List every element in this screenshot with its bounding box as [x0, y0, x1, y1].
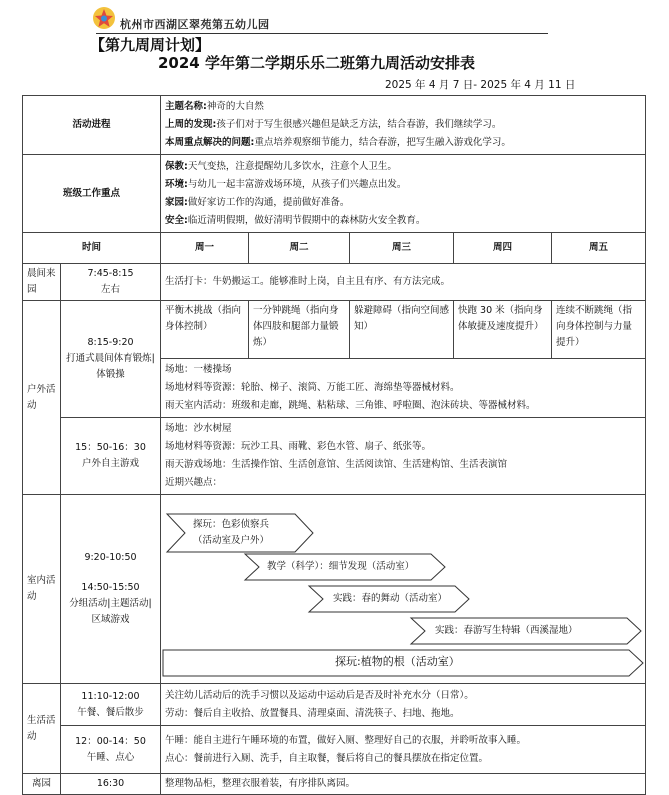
safe-key: 安全: — [165, 214, 188, 226]
outdoor-section: 户外活动 — [23, 301, 61, 495]
life-row-1 — [23, 684, 646, 726]
outdoor-area2-line: 场地：沙水树屋 — [165, 423, 232, 434]
outdoor-area2-line: 近期兴趣点： — [165, 477, 223, 488]
day-header-thu: 周四 — [454, 233, 552, 264]
outdoor-area2-line: 雨天游戏场地：生活操作馆、生活创意馆、生活阅读馆、生活建构馆、生活表演馆 — [165, 459, 508, 470]
life-slot1-line: 劳动：餐后自主收拾、放置餐具、清理桌面、清洗筷子、扫地、拖地。 — [165, 707, 460, 719]
life-slot2-time: 12：00-14：50 — [75, 735, 146, 747]
class-work-label: 班级工作重点 — [23, 155, 161, 233]
morning-time-line2: 左右 — [101, 284, 121, 295]
theme-key: 主题名称: — [165, 101, 207, 112]
week-plan-heading: 【第九周周计划】 — [90, 36, 211, 54]
indoor-arrow-1-line1: 探玩：色彩侦察兵 — [193, 519, 270, 530]
indoor-time1: 9:20-10:50 — [84, 552, 137, 563]
outdoor-row-1 — [23, 301, 646, 359]
life-slot2-content — [161, 726, 646, 774]
outdoor-area1 — [161, 359, 646, 418]
care-value: 天气变热，注意提醒幼儿多饮水，注意个人卫生。 — [187, 160, 397, 172]
outdoor-task-fri: 连续不断跳绳（指向身体控制与力量提升） — [552, 301, 646, 359]
indoor-desc: 分组活动|主题活动|区域游戏 — [69, 598, 152, 625]
home-key: 家园: — [165, 196, 188, 208]
found-key: 上周的发现: — [165, 119, 217, 130]
life-slot2-line: 点心：餐前进行入厕、洗手，自主取餐，餐后将自己的餐具摆放在指定位置。 — [165, 752, 489, 764]
life-slot1-desc: 午餐、餐后散步 — [77, 706, 144, 718]
solve-value: 重点培养观察细节能力，结合春游，把写生融入游戏化学习。 — [254, 137, 511, 148]
life-slot1 — [61, 684, 161, 726]
leave-content: 整理物品柜，整理衣服着装，有序排队离园。 — [161, 774, 646, 795]
morning-time-line1: 7:45-8:15 — [87, 268, 134, 279]
care-key: 保教: — [165, 160, 188, 172]
life-slot1-line: 关注幼儿活动后的洗手习惯以及运动中运动后是否及时补充水分（日常）。 — [165, 689, 474, 701]
env-value: 与幼儿一起丰富游戏场环境，从孩子们兴趣点出发。 — [187, 178, 407, 190]
morning-content: 生活打卡：牛奶搬运工。能够准时上岗，自主且有序、有方法完成。 — [161, 264, 646, 301]
life-slot1-content — [161, 684, 646, 726]
life-slot2 — [61, 726, 161, 774]
indoor-time — [61, 495, 161, 684]
morning-row — [23, 264, 646, 301]
found-value: 孩子们对于写生很感兴趣但是缺乏方法，结合春游，我们继续学习。 — [216, 119, 502, 130]
life-section: 生活活动 — [23, 684, 61, 774]
outdoor-area1-line: 场地材料等资源：轮胎、梯子、滚筒、万能工匠、海绵垫等器械材料。 — [165, 382, 460, 393]
class-work-content — [161, 155, 646, 233]
morning-section: 晨间来园 — [23, 264, 61, 301]
school-logo-icon — [92, 6, 116, 30]
leave-time: 16:30 — [61, 774, 161, 795]
school-name: 杭州市西湖区翠苑第五幼儿园 — [120, 18, 270, 31]
indoor-section: 室内活动 — [23, 495, 61, 684]
outdoor-slot2-desc: 户外自主游戏 — [82, 458, 140, 469]
outdoor-slot1-time: 8:15-9:20 — [87, 337, 134, 348]
days-header-row — [23, 233, 646, 264]
leave-section: 离园 — [23, 774, 61, 795]
schedule-table — [22, 95, 646, 795]
indoor-time2: 14:50-15:50 — [81, 582, 140, 593]
indoor-arrow-4-text: 实践：春游写生特辑（西溪湿地） — [435, 625, 578, 636]
day-header-wed: 周三 — [350, 233, 454, 264]
theme-value: 神奇的大自然 — [206, 101, 264, 112]
outdoor-area2-line: 场地材料等资源：玩沙工具、雨靴、彩色水管、扇子、纸张等。 — [165, 441, 432, 452]
outdoor-slot1 — [61, 301, 161, 418]
life-slot2-line: 午睡：能自主进行午睡环境的布置，做好入厕、整理好自己的衣服，并聆听故事入睡。 — [165, 734, 527, 746]
outdoor-task-thu: 快跑 30 米（指向身体敏捷及速度提升） — [454, 301, 552, 359]
life-slot1-time: 11:10-12:00 — [81, 690, 140, 702]
indoor-arrow-1-line2: （活动室及户外） — [193, 535, 270, 546]
outdoor-area1-line: 雨天室内活动：班级和走廊，跳绳、粘粘球、三角锥、呼啦圈、泡沫砖块、等器械材料。 — [165, 400, 536, 411]
progress-row — [23, 96, 646, 155]
outdoor-slot1-desc: 打通式晨间体育锻炼|体锻操 — [66, 353, 155, 380]
leave-row — [23, 774, 646, 795]
outdoor-row-3 — [23, 418, 646, 495]
indoor-arrow-5-text: 探玩:植物的根（活动室） — [335, 655, 460, 668]
indoor-arrow-3-text: 实践：春的舞动（活动室） — [333, 593, 448, 604]
life-slot2-desc: 午睡、点心 — [86, 751, 135, 763]
progress-content — [161, 96, 646, 155]
day-header-fri: 周五 — [552, 233, 646, 264]
date-range: 2025 年 4 月 7 日- 2025 年 4 月 11 日 — [385, 79, 576, 91]
outdoor-task-mon: 平衡木挑战（指向身体控制） — [161, 301, 249, 359]
day-header-tue: 周二 — [249, 233, 350, 264]
indoor-activity-flow — [161, 495, 646, 684]
day-header-mon: 周一 — [161, 233, 249, 264]
env-key: 环境: — [165, 178, 188, 190]
solve-key: 本周重点解决的问题: — [165, 137, 255, 148]
class-work-row — [23, 155, 646, 233]
time-header: 时间 — [23, 233, 161, 264]
page-title: 2024 学年第二学期乐乐二班第九周活动安排表 — [158, 54, 475, 72]
outdoor-slot2 — [61, 418, 161, 495]
safe-value: 临近清明假期，做好清明节假期中的森林防火安全教育。 — [187, 214, 426, 226]
outdoor-area1-line: 场地：一楼操场 — [165, 364, 232, 375]
outdoor-task-tue: 一分钟跳绳（指向身体四肢和腿部力量锻炼） — [249, 301, 350, 359]
life-row-2 — [23, 726, 646, 774]
indoor-row — [23, 495, 646, 684]
outdoor-slot2-time: 15：50-16：30 — [75, 442, 146, 453]
progress-label: 活动进程 — [23, 96, 161, 155]
outdoor-area2 — [161, 418, 646, 495]
indoor-arrow-2-text: 教学（科学）：细节发现（活动室） — [267, 561, 415, 572]
home-value: 做好家访工作的沟通，提前做好准备。 — [187, 196, 350, 208]
outdoor-task-wed: 躲避障碍（指向空间感知） — [350, 301, 454, 359]
morning-time — [61, 264, 161, 301]
